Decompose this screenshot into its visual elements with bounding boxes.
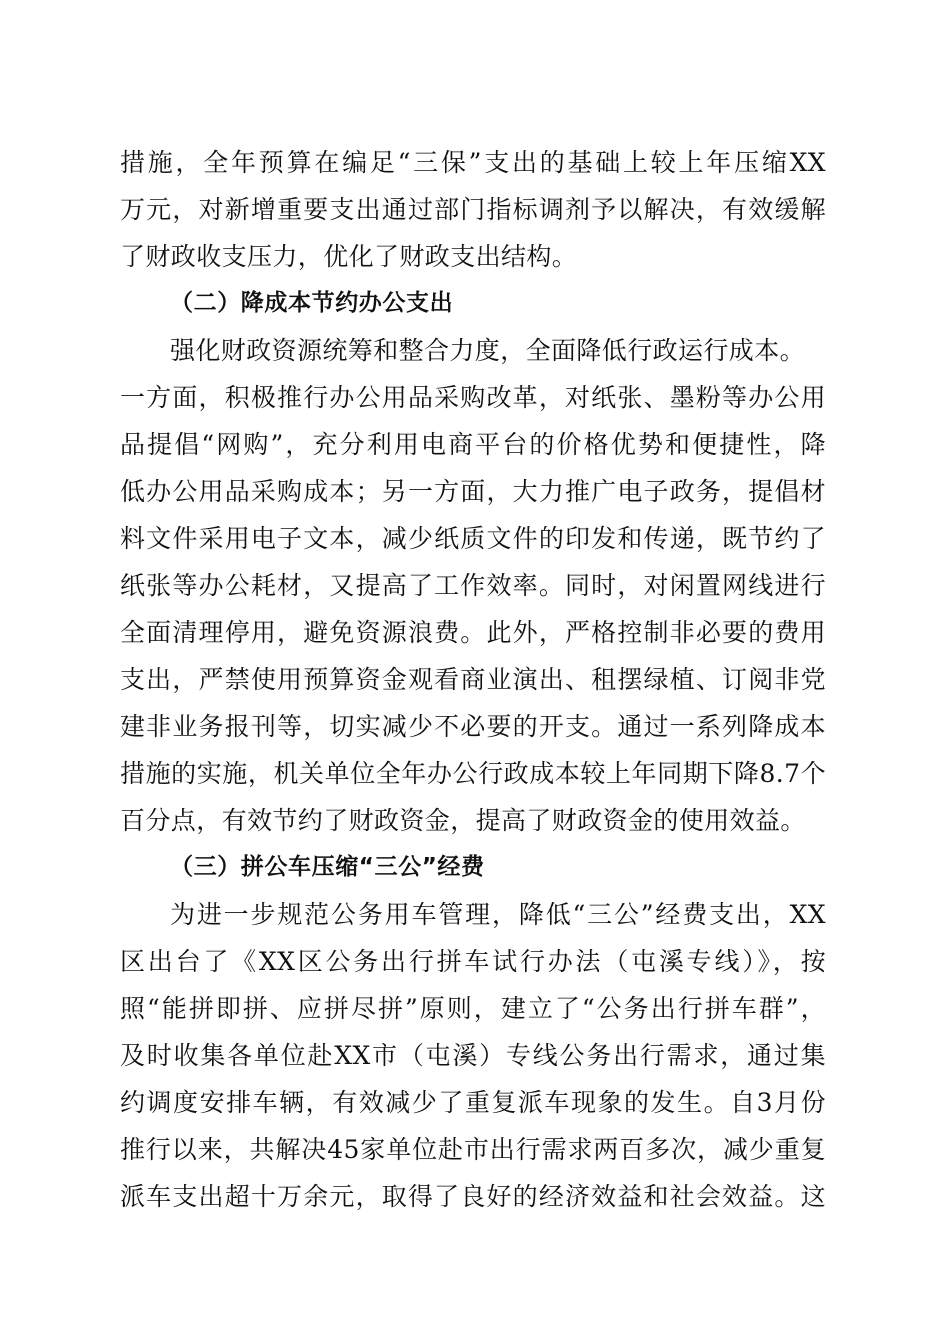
paragraph-line: 派车支出超十万余元，取得了良好的经济效益和社会效益。这	[120, 1182, 826, 1211]
paragraph-line: 品提倡“网购”，充分利用电商平台的价格优势和便捷性，降	[120, 430, 826, 459]
paragraph-line: 为进一步规范公务用车管理，降低“三公”经费支出，XX	[170, 900, 826, 929]
paragraph-line: 料文件采用电子文本，减少纸质文件的印发和传递，既节约了	[120, 524, 826, 553]
paragraph-line: 全面清理停用，避免资源浪费。此外，严格控制非必要的费用	[120, 618, 826, 647]
paragraph-line: 强化财政资源统筹和整合力度，全面降低行政运行成本。	[170, 336, 806, 365]
paragraph-line: 纸张等办公耗材，又提高了工作效率。同时，对闲置网线进行	[120, 571, 826, 600]
paragraph-line: 及时收集各单位赴XX市（屯溪）专线公务出行需求，通过集	[120, 1041, 826, 1070]
paragraph-line: 措施，全年预算在编足“三保”支出的基础上较上年压缩XX	[120, 148, 826, 177]
paragraph-line: 措施的实施，机关单位全年办公行政成本较上年同期下降8.7个	[120, 759, 826, 788]
paragraph-line: 百分点，有效节约了财政资金，提高了财政资金的使用效益。	[120, 806, 806, 835]
paragraph-line: 照“能拼即拼、应拼尽拼”原则，建立了“公务出行拼车群”，	[120, 994, 826, 1023]
paragraph-line: 一方面，积极推行办公用品采购改革，对纸张、墨粉等办公用	[120, 383, 826, 412]
paragraph-line: 约调度安排车辆，有效减少了重复派车现象的发生。自3月份	[120, 1088, 826, 1117]
paragraph-line: 建非业务报刊等，切实减少不必要的开支。通过一系列降成本	[120, 712, 826, 741]
section-heading-2: （二）降成本节约办公支出	[170, 290, 454, 316]
section-heading-3: （三）拼公车压缩“三公”经费	[170, 854, 485, 880]
paragraph-line: 万元，对新增重要支出通过部门指标调剂予以解决，有效缓解	[120, 195, 826, 224]
paragraph-line: 区出台了《XX区公务出行拼车试行办法（屯溪专线）》，按	[120, 947, 826, 976]
paragraph-line: 推行以来，共解决45家单位赴市出行需求两百多次，减少重复	[120, 1135, 826, 1164]
paragraph-line: 了财政收支压力，优化了财政支出结构。	[120, 242, 578, 271]
document-body	[120, 139, 826, 1220]
paragraph-line: 低办公用品采购成本；另一方面，大力推广电子政务，提倡材	[120, 477, 826, 506]
paragraph-line: 支出，严禁使用预算资金观看商业演出、租摆绿植、订阅非党	[120, 665, 826, 694]
